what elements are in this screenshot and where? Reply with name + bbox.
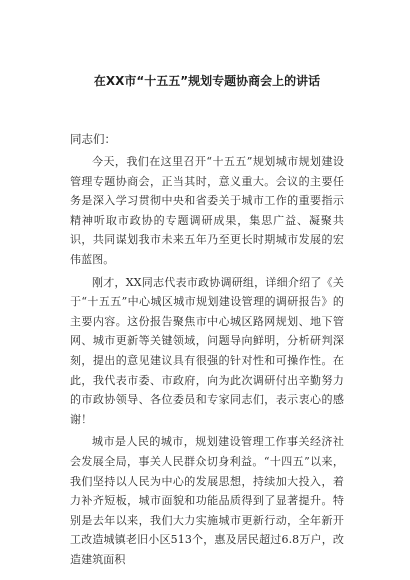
document-title: 在XX市“十五五”规划专题协商会上的讲话 [93,74,321,88]
paragraph-city-progress: 城市是人民的城市，规划建设管理工作事关经济社会发展全局，事关人民群众切身利益。“十四五”以来，我们坚持以人民为中心的发展思想，持续加大投入，着力补齐短板，城市面貌和功能品质得到了显著提升。特别是去年以来，我们大力实施城市更新行动，全年新开工改造城镇老旧小区513个，惠及居民超过6.8万户，改造建筑面积 [70,435,344,566]
paragraph-opening: 今天，我们在这里召开“十五五”规划城市规划建设管理专题协商会，正当其时，意义重大。会议的主要任务是深入学习贯彻中央和省委关于城市工作的重要指示精神听取市政协的专题调研成果，集思广益、凝聚共识，共同谋划我市未来五年乃至更长时期城市发展的宏伟蓝图。 [70,155,344,266]
salutation: 同志们： [70,132,116,146]
paragraph-report-thanks: 刚才，XX同志代表市政协调研组，详细介绍了《关于“十五五”中心城区城市规划建设管理的调研报告》的主要内容。这份报告聚焦市中心城区路网规划、地下管网、城市更新等关键领域，问题导向鲜明，分析研判深刻，提出的意见建议具有很强的针对性和可操作性。在此，我代表市委、市政府，向为此次调研付出辛勤努力的市政协领导、各位委员和专家同志们，表示衷心的感谢！ [70,275,344,426]
